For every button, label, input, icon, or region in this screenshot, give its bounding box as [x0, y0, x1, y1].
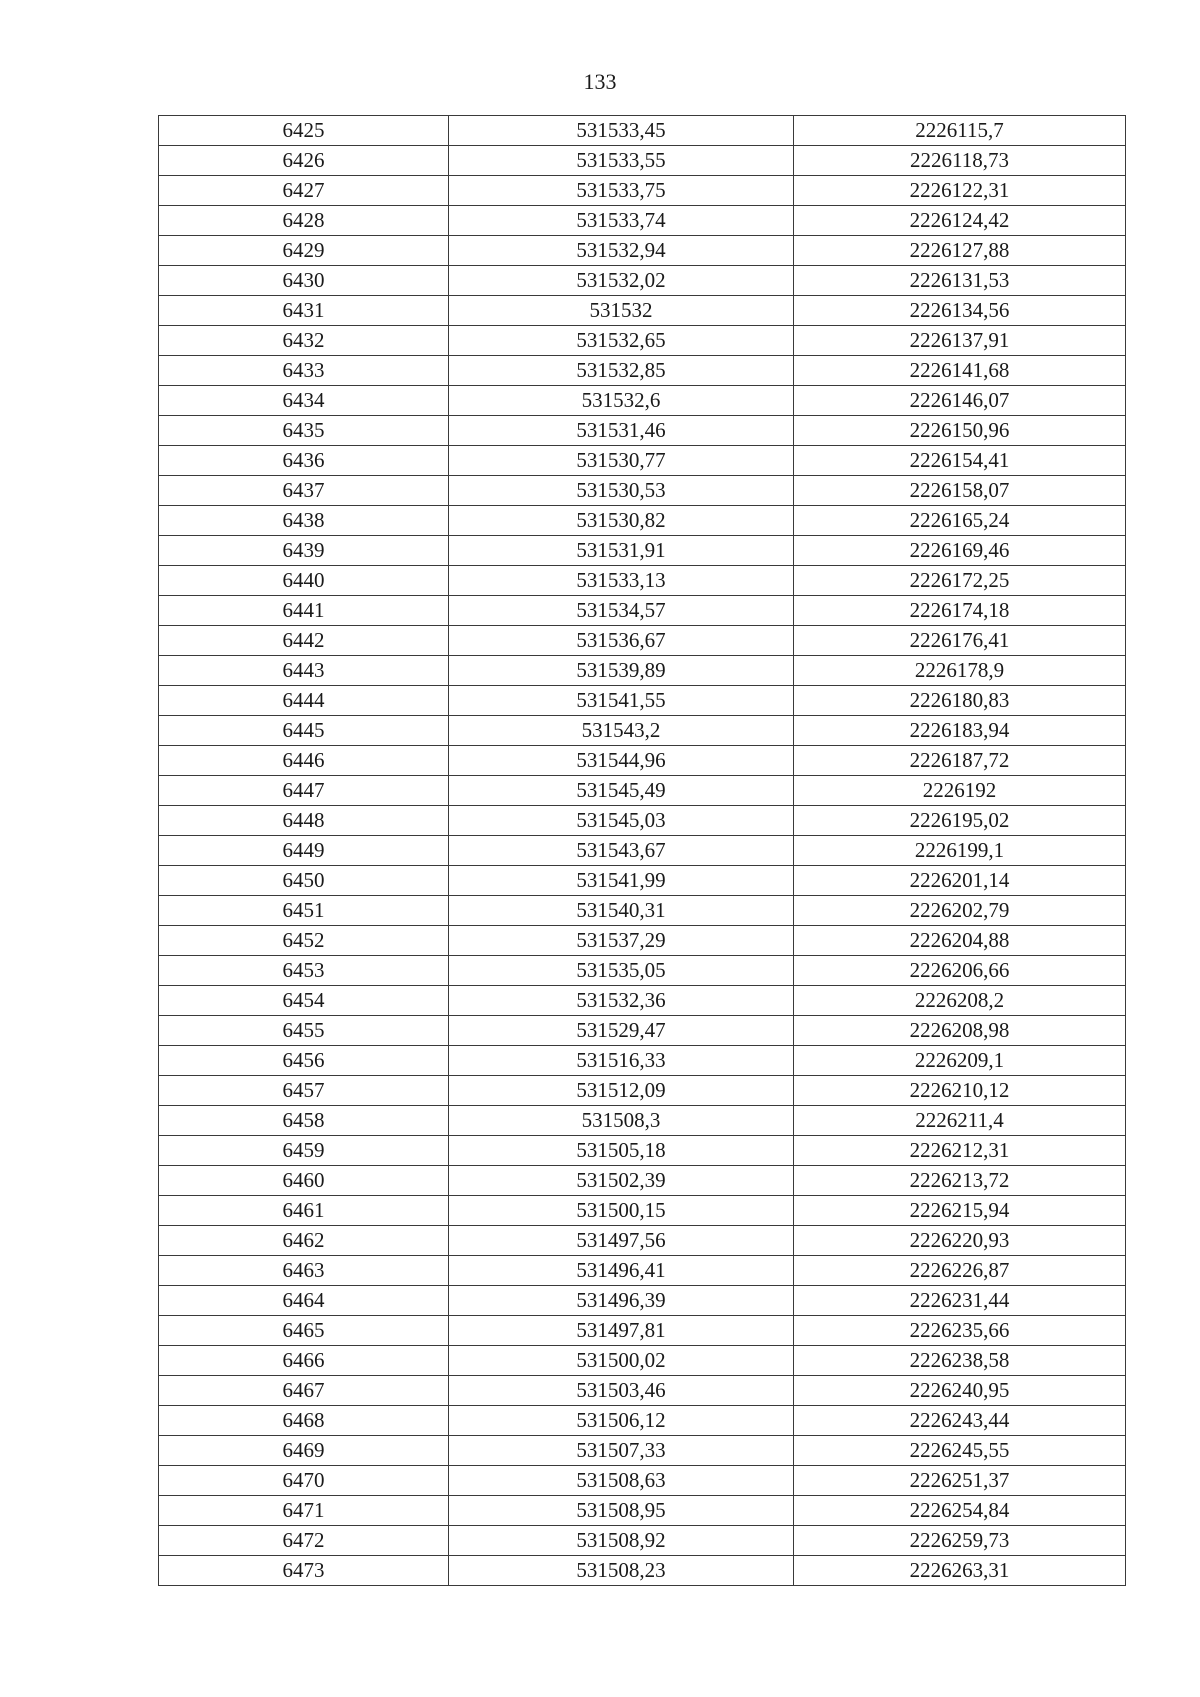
table-row [159, 476, 1126, 506]
x-coordinate-cell: 531508,95 [449, 1496, 794, 1526]
y-coordinate-cell: 2226243,44 [794, 1406, 1126, 1436]
point-number-cell: 6459 [159, 1136, 449, 1166]
table-row [159, 956, 1126, 986]
x-coordinate-cell: 531543,67 [449, 836, 794, 866]
coordinates-table [158, 115, 1126, 1586]
table-row [159, 986, 1126, 1016]
table-row [159, 896, 1126, 926]
point-number-cell: 6472 [159, 1526, 449, 1556]
y-coordinate-cell: 2226183,94 [794, 716, 1126, 746]
y-coordinate-cell: 2226134,56 [794, 296, 1126, 326]
table-row [159, 356, 1126, 386]
y-coordinate-cell: 2226208,98 [794, 1016, 1126, 1046]
y-coordinate-cell: 2226195,02 [794, 806, 1126, 836]
y-coordinate-cell: 2226169,46 [794, 536, 1126, 566]
point-number-cell: 6441 [159, 596, 449, 626]
y-coordinate-cell: 2226212,31 [794, 1136, 1126, 1166]
table-row [159, 626, 1126, 656]
x-coordinate-cell: 531534,57 [449, 596, 794, 626]
point-number-cell: 6464 [159, 1286, 449, 1316]
table-row [159, 506, 1126, 536]
x-coordinate-cell: 531530,77 [449, 446, 794, 476]
x-coordinate-cell: 531512,09 [449, 1076, 794, 1106]
point-number-cell: 6449 [159, 836, 449, 866]
x-coordinate-cell: 531502,39 [449, 1166, 794, 1196]
table-row [159, 566, 1126, 596]
point-number-cell: 6438 [159, 506, 449, 536]
x-coordinate-cell: 531508,92 [449, 1526, 794, 1556]
table-row [159, 836, 1126, 866]
y-coordinate-cell: 2226259,73 [794, 1526, 1126, 1556]
point-number-cell: 6468 [159, 1406, 449, 1436]
x-coordinate-cell: 531508,63 [449, 1466, 794, 1496]
x-coordinate-cell: 531532,65 [449, 326, 794, 356]
point-number-cell: 6473 [159, 1556, 449, 1586]
point-number-cell: 6470 [159, 1466, 449, 1496]
x-coordinate-cell: 531541,99 [449, 866, 794, 896]
table-row [159, 656, 1126, 686]
y-coordinate-cell: 2226209,1 [794, 1046, 1126, 1076]
table-row [159, 116, 1126, 146]
table-row [159, 206, 1126, 236]
y-coordinate-cell: 2226245,55 [794, 1436, 1126, 1466]
x-coordinate-cell: 531530,53 [449, 476, 794, 506]
point-number-cell: 6460 [159, 1166, 449, 1196]
x-coordinate-cell: 531500,02 [449, 1346, 794, 1376]
x-coordinate-cell: 531508,3 [449, 1106, 794, 1136]
y-coordinate-cell: 2226180,83 [794, 686, 1126, 716]
point-number-cell: 6442 [159, 626, 449, 656]
point-number-cell: 6439 [159, 536, 449, 566]
x-coordinate-cell: 531531,46 [449, 416, 794, 446]
point-number-cell: 6451 [159, 896, 449, 926]
x-coordinate-cell: 531500,15 [449, 1196, 794, 1226]
y-coordinate-cell: 2226215,94 [794, 1196, 1126, 1226]
table-row [159, 1496, 1126, 1526]
x-coordinate-cell: 531533,55 [449, 146, 794, 176]
point-number-cell: 6453 [159, 956, 449, 986]
y-coordinate-cell: 2226238,58 [794, 1346, 1126, 1376]
point-number-cell: 6435 [159, 416, 449, 446]
point-number-cell: 6458 [159, 1106, 449, 1136]
y-coordinate-cell: 2226131,53 [794, 266, 1126, 296]
x-coordinate-cell: 531540,31 [449, 896, 794, 926]
point-number-cell: 6429 [159, 236, 449, 266]
table-row [159, 1436, 1126, 1466]
y-coordinate-cell: 2226204,88 [794, 926, 1126, 956]
point-number-cell: 6450 [159, 866, 449, 896]
point-number-cell: 6436 [159, 446, 449, 476]
x-coordinate-cell: 531536,67 [449, 626, 794, 656]
y-coordinate-cell: 2226158,07 [794, 476, 1126, 506]
table-row [159, 1556, 1126, 1586]
point-number-cell: 6425 [159, 116, 449, 146]
point-number-cell: 6444 [159, 686, 449, 716]
table-row [159, 296, 1126, 326]
point-number-cell: 6445 [159, 716, 449, 746]
y-coordinate-cell: 2226199,1 [794, 836, 1126, 866]
x-coordinate-cell: 531532,6 [449, 386, 794, 416]
y-coordinate-cell: 2226211,4 [794, 1106, 1126, 1136]
page-number: 133 [583, 69, 617, 94]
table-row [159, 776, 1126, 806]
point-number-cell: 6431 [159, 296, 449, 326]
point-number-cell: 6433 [159, 356, 449, 386]
point-number-cell: 6463 [159, 1256, 449, 1286]
y-coordinate-cell: 2226122,31 [794, 176, 1126, 206]
table-row [159, 926, 1126, 956]
y-coordinate-cell: 2226263,31 [794, 1556, 1126, 1586]
x-coordinate-cell: 531532 [449, 296, 794, 326]
y-coordinate-cell: 2226231,44 [794, 1286, 1126, 1316]
table-row [159, 1046, 1126, 1076]
y-coordinate-cell: 2226118,73 [794, 146, 1126, 176]
y-coordinate-cell: 2226206,66 [794, 956, 1126, 986]
table-row [159, 386, 1126, 416]
x-coordinate-cell: 531533,74 [449, 206, 794, 236]
table-row [159, 236, 1126, 266]
point-number-cell: 6427 [159, 176, 449, 206]
y-coordinate-cell: 2226213,72 [794, 1166, 1126, 1196]
x-coordinate-cell: 531539,89 [449, 656, 794, 686]
x-coordinate-cell: 531532,94 [449, 236, 794, 266]
point-number-cell: 6448 [159, 806, 449, 836]
x-coordinate-cell: 531533,75 [449, 176, 794, 206]
table-row [159, 596, 1126, 626]
point-number-cell: 6467 [159, 1376, 449, 1406]
y-coordinate-cell: 2226235,66 [794, 1316, 1126, 1346]
x-coordinate-cell: 531537,29 [449, 926, 794, 956]
table-row [159, 266, 1126, 296]
point-number-cell: 6447 [159, 776, 449, 806]
x-coordinate-cell: 531545,03 [449, 806, 794, 836]
y-coordinate-cell: 2226251,37 [794, 1466, 1126, 1496]
y-coordinate-cell: 2226178,9 [794, 656, 1126, 686]
y-coordinate-cell: 2226220,93 [794, 1226, 1126, 1256]
point-number-cell: 6455 [159, 1016, 449, 1046]
x-coordinate-cell: 531516,33 [449, 1046, 794, 1076]
table-row [159, 146, 1126, 176]
table-row [159, 1346, 1126, 1376]
y-coordinate-cell: 2226127,88 [794, 236, 1126, 266]
x-coordinate-cell: 531497,56 [449, 1226, 794, 1256]
point-number-cell: 6432 [159, 326, 449, 356]
point-number-cell: 6430 [159, 266, 449, 296]
y-coordinate-cell: 2226115,7 [794, 116, 1126, 146]
x-coordinate-cell: 531505,18 [449, 1136, 794, 1166]
x-coordinate-cell: 531543,2 [449, 716, 794, 746]
x-coordinate-cell: 531506,12 [449, 1406, 794, 1436]
point-number-cell: 6434 [159, 386, 449, 416]
table-row [159, 716, 1126, 746]
y-coordinate-cell: 2226141,68 [794, 356, 1126, 386]
point-number-cell: 6465 [159, 1316, 449, 1346]
x-coordinate-cell: 531535,05 [449, 956, 794, 986]
y-coordinate-cell: 2226150,96 [794, 416, 1126, 446]
table-row [159, 686, 1126, 716]
table-row [159, 1316, 1126, 1346]
x-coordinate-cell: 531497,81 [449, 1316, 794, 1346]
y-coordinate-cell: 2226208,2 [794, 986, 1126, 1016]
y-coordinate-cell: 2226240,95 [794, 1376, 1126, 1406]
table-row [159, 1406, 1126, 1436]
x-coordinate-cell: 531503,46 [449, 1376, 794, 1406]
y-coordinate-cell: 2226146,07 [794, 386, 1126, 416]
table-row [159, 446, 1126, 476]
point-number-cell: 6437 [159, 476, 449, 506]
y-coordinate-cell: 2226124,42 [794, 206, 1126, 236]
x-coordinate-cell: 531496,39 [449, 1286, 794, 1316]
table-row [159, 1136, 1126, 1166]
x-coordinate-cell: 531530,82 [449, 506, 794, 536]
x-coordinate-cell: 531508,23 [449, 1556, 794, 1586]
table-row [159, 806, 1126, 836]
y-coordinate-cell: 2226137,91 [794, 326, 1126, 356]
x-coordinate-cell: 531533,13 [449, 566, 794, 596]
point-number-cell: 6443 [159, 656, 449, 686]
table-row [159, 1466, 1126, 1496]
table-row [159, 1226, 1126, 1256]
point-number-cell: 6454 [159, 986, 449, 1016]
table-row [159, 326, 1126, 356]
y-coordinate-cell: 2226172,25 [794, 566, 1126, 596]
table-row [159, 1166, 1126, 1196]
point-number-cell: 6456 [159, 1046, 449, 1076]
y-coordinate-cell: 2226226,87 [794, 1256, 1126, 1286]
coordinates-table-body [159, 116, 1126, 1586]
x-coordinate-cell: 531541,55 [449, 686, 794, 716]
point-number-cell: 6446 [159, 746, 449, 776]
point-number-cell: 6461 [159, 1196, 449, 1226]
y-coordinate-cell: 2226187,72 [794, 746, 1126, 776]
point-number-cell: 6462 [159, 1226, 449, 1256]
x-coordinate-cell: 531496,41 [449, 1256, 794, 1286]
table-row [159, 1106, 1126, 1136]
x-coordinate-cell: 531529,47 [449, 1016, 794, 1046]
table-row [159, 1196, 1126, 1226]
point-number-cell: 6426 [159, 146, 449, 176]
y-coordinate-cell: 2226254,84 [794, 1496, 1126, 1526]
x-coordinate-cell: 531507,33 [449, 1436, 794, 1466]
table-row [159, 1286, 1126, 1316]
x-coordinate-cell: 531531,91 [449, 536, 794, 566]
y-coordinate-cell: 2226192 [794, 776, 1126, 806]
point-number-cell: 6466 [159, 1346, 449, 1376]
x-coordinate-cell: 531532,36 [449, 986, 794, 1016]
table-row [159, 1076, 1126, 1106]
x-coordinate-cell: 531533,45 [449, 116, 794, 146]
point-number-cell: 6440 [159, 566, 449, 596]
y-coordinate-cell: 2226174,18 [794, 596, 1126, 626]
table-row [159, 176, 1126, 206]
table-row [159, 866, 1126, 896]
table-row [159, 1256, 1126, 1286]
point-number-cell: 6452 [159, 926, 449, 956]
table-row [159, 1016, 1126, 1046]
table-row [159, 536, 1126, 566]
point-number-cell: 6428 [159, 206, 449, 236]
x-coordinate-cell: 531532,85 [449, 356, 794, 386]
y-coordinate-cell: 2226176,41 [794, 626, 1126, 656]
y-coordinate-cell: 2226201,14 [794, 866, 1126, 896]
table-row [159, 1376, 1126, 1406]
point-number-cell: 6457 [159, 1076, 449, 1106]
y-coordinate-cell: 2226202,79 [794, 896, 1126, 926]
x-coordinate-cell: 531544,96 [449, 746, 794, 776]
y-coordinate-cell: 2226154,41 [794, 446, 1126, 476]
y-coordinate-cell: 2226165,24 [794, 506, 1126, 536]
point-number-cell: 6469 [159, 1436, 449, 1466]
point-number-cell: 6471 [159, 1496, 449, 1526]
x-coordinate-cell: 531532,02 [449, 266, 794, 296]
table-row [159, 1526, 1126, 1556]
y-coordinate-cell: 2226210,12 [794, 1076, 1126, 1106]
table-row [159, 416, 1126, 446]
table-row [159, 746, 1126, 776]
x-coordinate-cell: 531545,49 [449, 776, 794, 806]
